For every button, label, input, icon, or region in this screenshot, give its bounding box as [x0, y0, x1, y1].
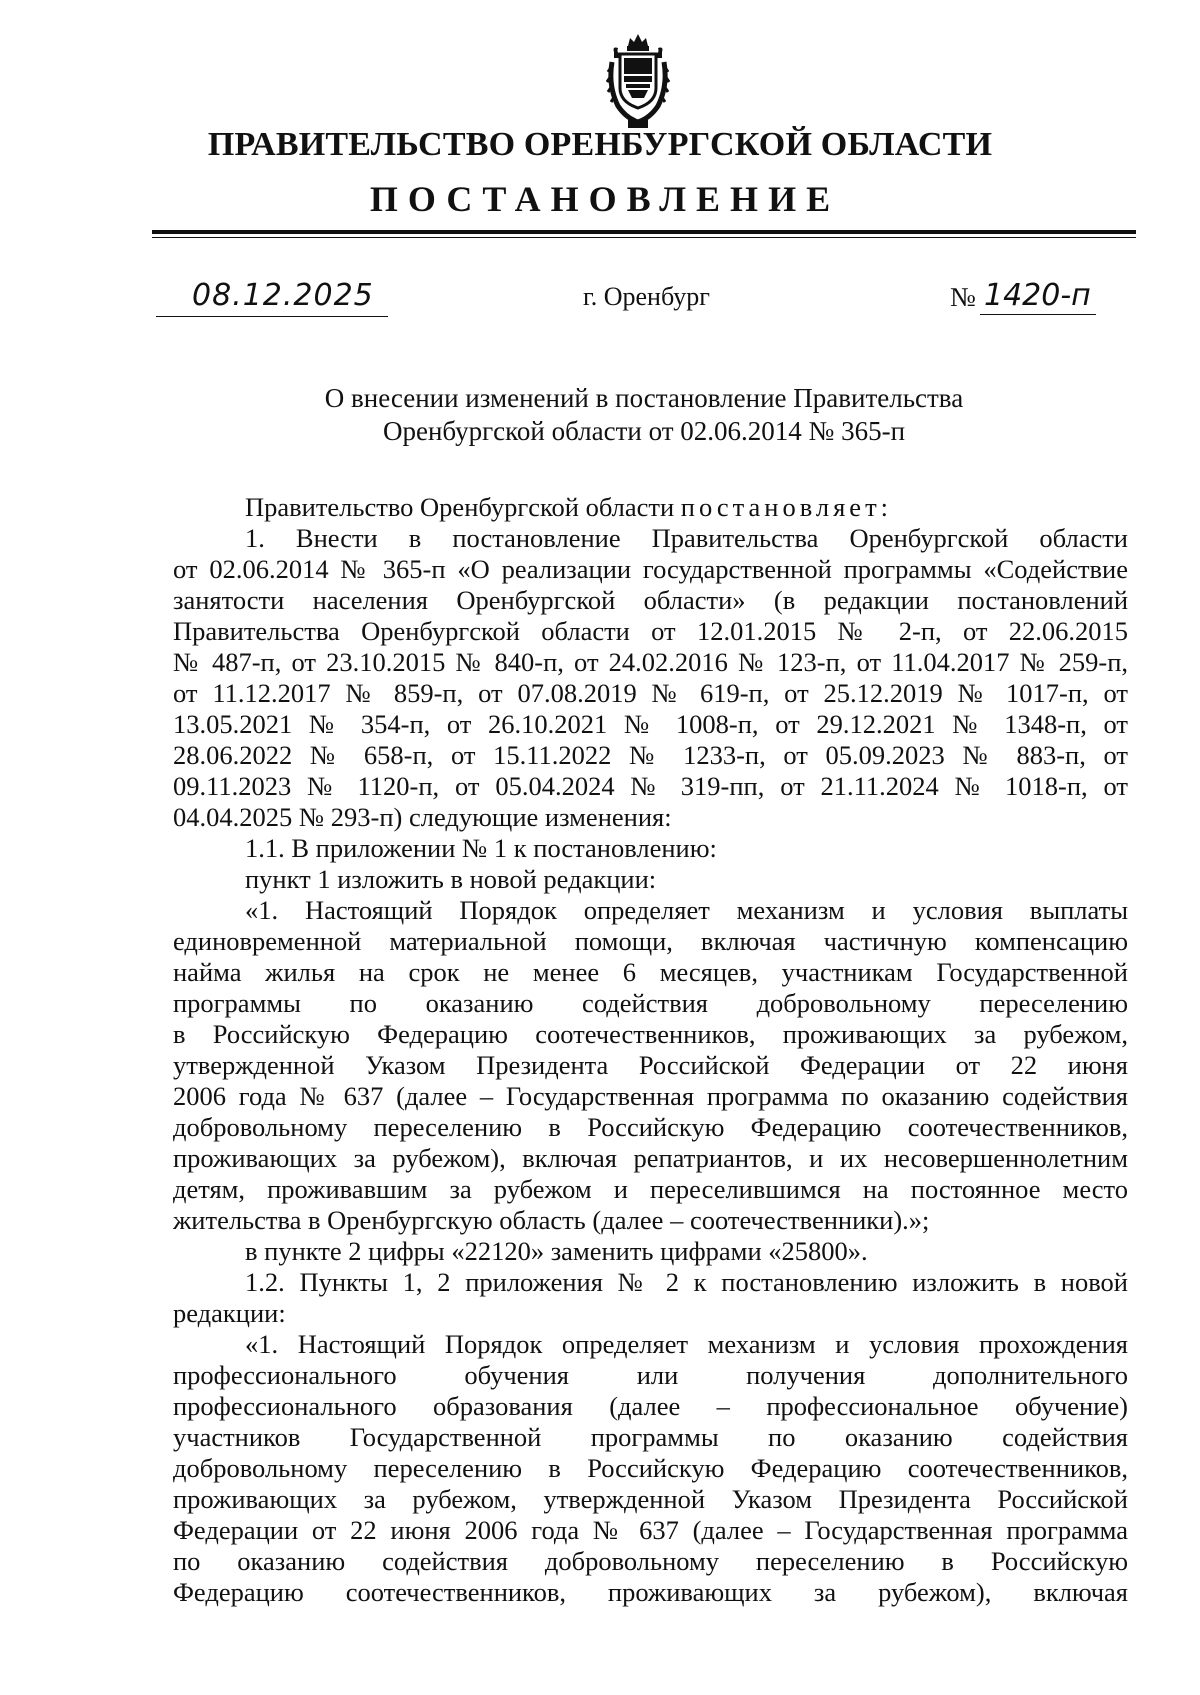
body-line: проживающих за рубежом, утвержденной Указом Президента Российской — [173, 1484, 1128, 1514]
body-line: 09.11.2023 № 1120-п, от 05.04.2024 № 319-пп, от 21.11.2024 № 1018-п, от — [173, 771, 1128, 801]
body-line: профессионального обучения или получения дополнительного — [173, 1360, 1128, 1390]
body-line — [173, 492, 1128, 523]
header-divider-thick — [152, 230, 1136, 234]
body-text: Правительство Оренбургской области — [245, 492, 675, 522]
document-city: г. Оренбург — [583, 282, 710, 311]
body-line: жительства в Оренбургскую область (далее – соотечественники).»; — [173, 1205, 930, 1235]
body-line: от 02.06.2014 № 365-п «О реализации государственной программы «Содействие — [173, 554, 1128, 584]
body-line: профессионального образования (далее – профессиональное обучение) — [173, 1391, 1128, 1421]
body-line: 28.06.2022 № 658-п, от 15.11.2022 № 1233-п, от 05.09.2023 № 883-п, от — [173, 740, 1128, 770]
body-line: 1.1. В приложении № 1 к постановлению: — [245, 833, 717, 863]
document-body — [173, 492, 1128, 1608]
body-line: найма жилья на срок не менее 6 месяцев, участникам Государственной — [173, 957, 1128, 987]
subject-line: О внесении изменений в постановление Правительства — [324, 383, 964, 413]
body-line: Правительства Оренбургской области от 12.01.2015 № 2-п, от 22.06.2015 — [173, 616, 1128, 646]
body-line: занятости населения Оренбургской области» (в редакции постановлений — [173, 585, 1128, 615]
body-line: в Российскую Федерацию соотечественников, проживающих за рубежом, — [173, 1019, 1128, 1049]
body-line: участников Государственной программы по оказанию содействия — [173, 1422, 1128, 1452]
body-line: от 11.12.2017 № 859-п, от 07.08.2019 № 619-п, от 25.12.2019 № 1017-п, от — [173, 678, 1128, 708]
body-line: добровольному переселению в Российскую Федерацию соотечественников, — [173, 1453, 1128, 1483]
body-line: программы по оказанию содействия добровольному переселению — [173, 988, 1128, 1018]
coat-of-arms-emblem-icon — [606, 32, 670, 130]
document-number-field — [980, 278, 1096, 315]
body-line: 04.04.2025 № 293-п) следующие изменения: — [173, 802, 672, 832]
document-type-title: ПОСТАНОВЛЕНИЕ — [369, 179, 841, 219]
body-line: единовременной материальной помощи, включая частичную компенсацию — [173, 926, 1128, 956]
document-date-field — [156, 278, 388, 317]
body-line: Федерации от 22 июня 2006 года № 637 (далее – Государственная программа — [173, 1515, 1128, 1545]
body-line: № 487-п, от 23.10.2015 № 840-п, от 24.02.2016 № 123-п, от 11.04.2017 № 259-п, — [173, 647, 1128, 677]
body-line: 1.2. Пункты 1, 2 приложения № 2 к постановлению изложить в новой — [245, 1267, 1128, 1297]
header-divider-thin — [152, 237, 1136, 238]
body-line: в пункте 2 цифры «22120» заменить цифрами «25800». — [245, 1236, 868, 1266]
body-line: 2006 года № 637 (далее – Государственная программа по оказанию содействия — [173, 1081, 1128, 1111]
document-number: 1420-п — [984, 278, 1091, 313]
body-text: постановляет: — [680, 492, 893, 522]
document-date: 08.12.2025 — [192, 278, 374, 313]
body-line: утвержденной Указом Президента Российской Федерации от 22 июня — [173, 1050, 1128, 1080]
subject-line: Оренбургской области от 02.06.2014 № 365-п — [382, 416, 906, 446]
body-line: «1. Настоящий Порядок определяет механизм и условия выплаты — [245, 895, 1128, 925]
document-number-label: № — [950, 282, 976, 312]
body-line: проживающих за рубежом), включая репатриантов, и их несовершеннолетним — [173, 1143, 1128, 1173]
body-line: редакции: — [173, 1298, 286, 1328]
document-subject — [152, 382, 1136, 448]
body-line: по оказанию содействия добровольному переселению в Российскую — [173, 1546, 1128, 1576]
body-line: добровольному переселению в Российскую Федерацию соотечественников, — [173, 1112, 1128, 1142]
organization-name: ПРАВИТЕЛЬСТВО ОРЕНБУРГСКОЙ ОБЛАСТИ — [207, 126, 993, 163]
body-line: 13.05.2021 № 354-п, от 26.10.2021 № 1008-п, от 29.12.2021 № 1348-п, от — [173, 709, 1128, 739]
body-line: пункт 1 изложить в новой редакции: — [245, 864, 657, 894]
body-line: Федерацию соотечественников, проживающих за рубежом), включая — [173, 1577, 1128, 1607]
body-line: 1. Внести в постановление Правительства Оренбургской области — [245, 523, 1128, 553]
body-line: «1. Настоящий Порядок определяет механизм и условия прохождения — [245, 1329, 1128, 1359]
body-line: детям, проживавшим за рубежом и переселившимся на постоянное место — [173, 1174, 1128, 1204]
